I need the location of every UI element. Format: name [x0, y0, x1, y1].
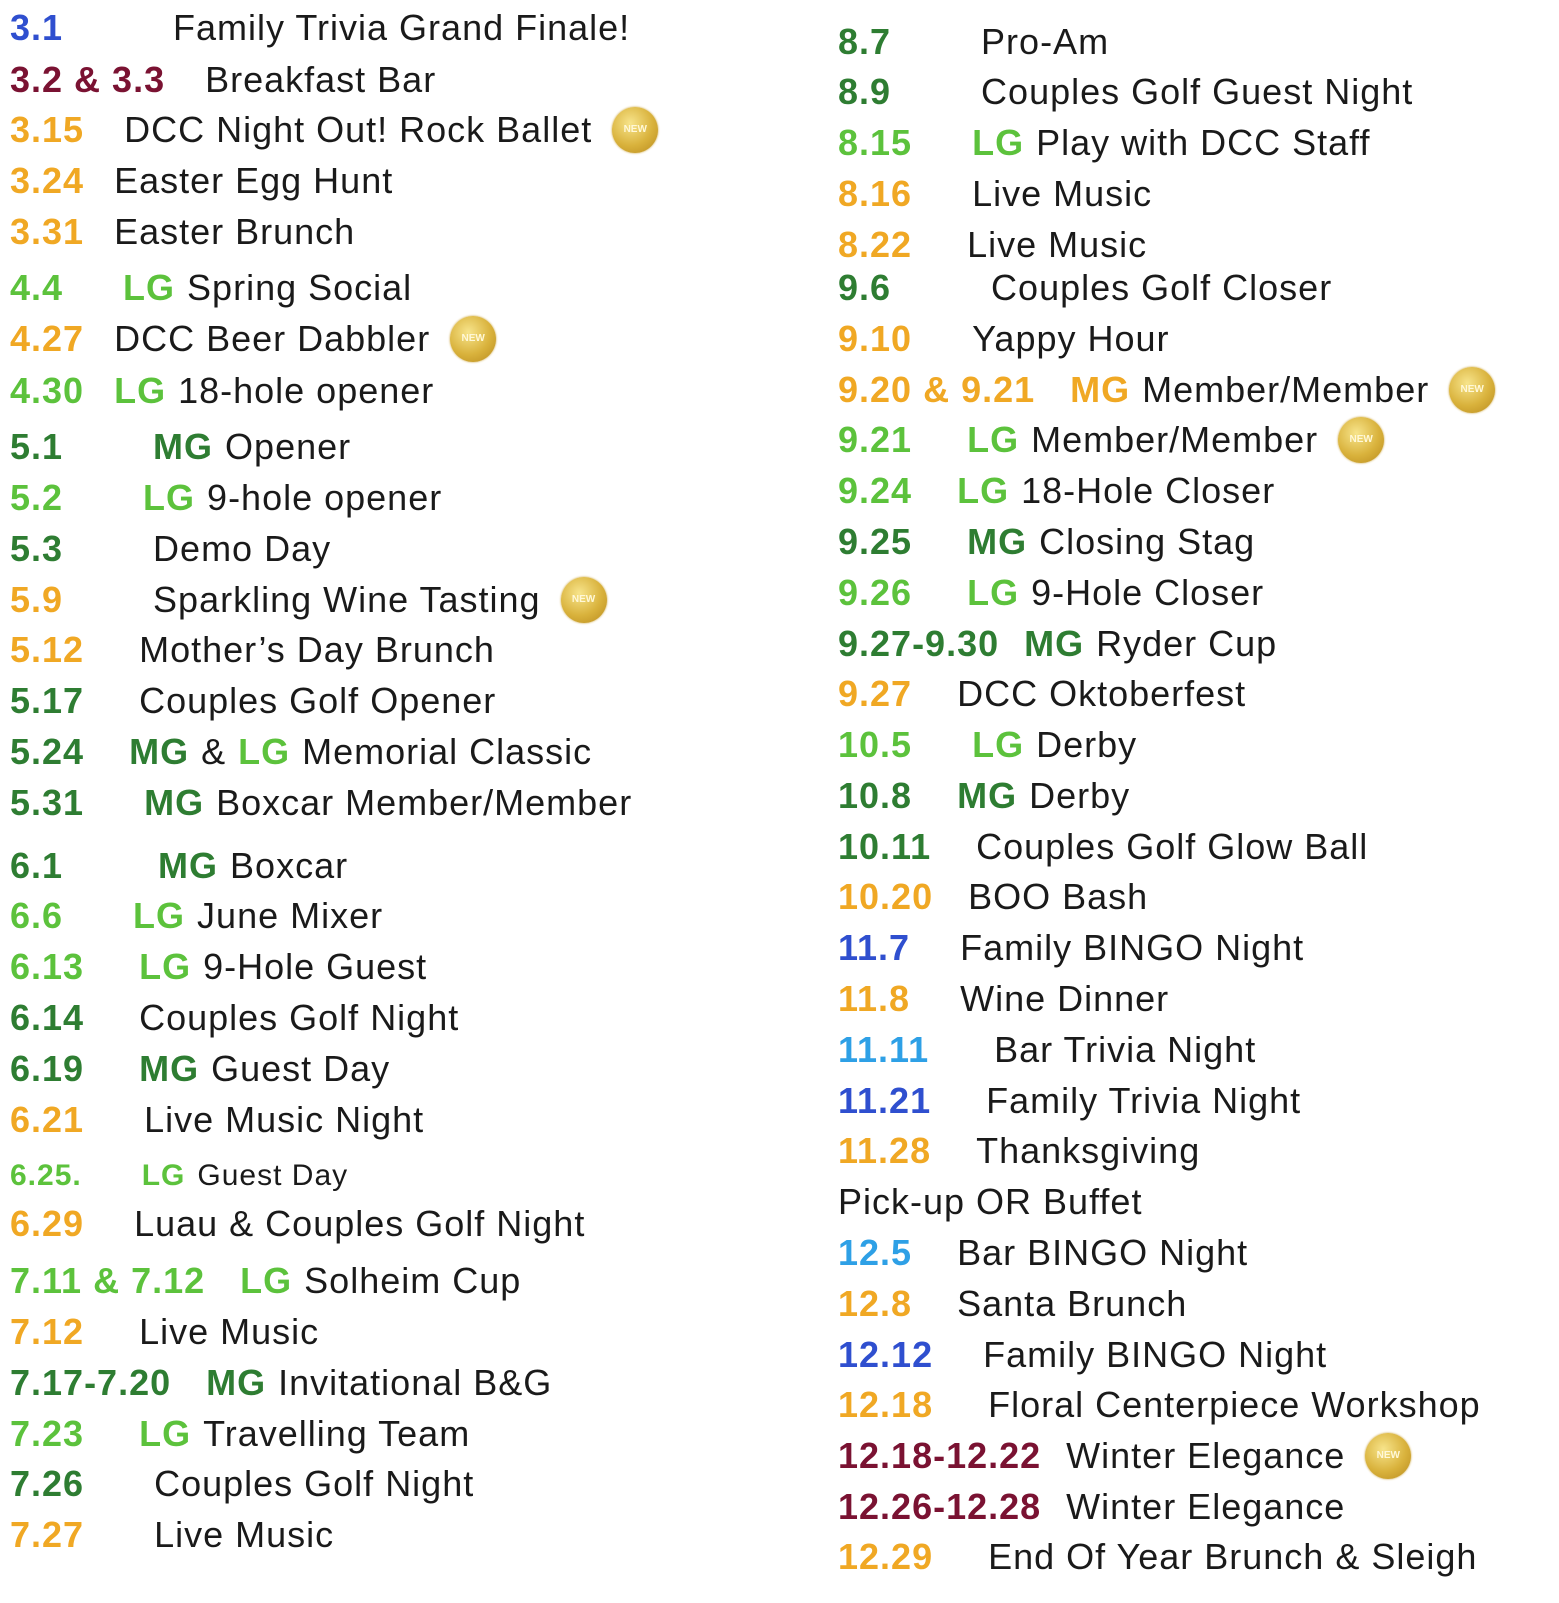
event-row	[838, 516, 1255, 568]
event-label: Couples Golf Glow Ball	[976, 826, 1369, 867]
league-tag: MG	[129, 731, 190, 772]
event-row	[10, 1357, 552, 1409]
event-date: 12.29	[838, 1536, 934, 1577]
event-row	[10, 675, 496, 727]
event-date: 10.11	[838, 826, 932, 867]
event-row	[838, 262, 1332, 314]
event-date: 10.5	[838, 724, 913, 765]
event-date: 7.11 & 7.12	[10, 1260, 206, 1301]
event-date: 6.21	[10, 1099, 85, 1140]
event-row	[838, 117, 1371, 169]
event-label: Solheim Cup	[304, 1260, 522, 1301]
league-tag: MG	[957, 775, 1018, 816]
event-row	[10, 365, 434, 417]
event-label: End Of Year Brunch & Sleigh	[988, 1536, 1478, 1577]
event-date: 5.17	[10, 680, 85, 721]
event-label: 18-Hole Closer	[1021, 470, 1276, 511]
league-tag: LG	[957, 470, 1010, 511]
event-date: 5.31	[10, 782, 85, 823]
ampersand: &	[201, 731, 227, 772]
event-date: 9.10	[838, 318, 913, 359]
event-label: Pro-Am	[981, 21, 1110, 62]
league-tag: MG	[1070, 369, 1131, 410]
event-date: 3.24	[10, 160, 85, 201]
event-label: Santa Brunch	[957, 1283, 1188, 1324]
new-badge-icon: NEW	[1449, 367, 1495, 413]
event-date: 3.31	[10, 211, 85, 252]
event-row	[838, 719, 1137, 771]
event-label: Derby	[1036, 724, 1138, 765]
event-row	[838, 168, 1152, 220]
event-label: Winter Elegance	[1066, 1486, 1346, 1527]
event-row	[838, 668, 1246, 720]
event-label: Luau & Couples Golf Night	[134, 1203, 586, 1244]
event-label: Live Music	[972, 173, 1153, 214]
event-date: 8.9	[838, 71, 892, 112]
event-date: 6.6	[10, 895, 64, 936]
event-date: 5.24	[10, 731, 85, 772]
event-row	[10, 726, 592, 778]
event-label: Sparkling Wine Tasting	[153, 579, 541, 620]
league-tag: MG	[139, 1048, 200, 1089]
event-label: Live Music	[154, 1514, 335, 1555]
new-badge-icon: NEW	[1338, 417, 1384, 463]
event-date: 9.20 & 9.21	[838, 369, 1036, 410]
league-tag: LG	[967, 419, 1020, 460]
event-label: Live Music Night	[144, 1099, 425, 1140]
event-label: Thanksgiving	[976, 1130, 1201, 1171]
event-date: 3.1	[10, 7, 64, 48]
event-row	[838, 1227, 1248, 1279]
new-badge-icon: NEW	[561, 577, 607, 623]
event-row	[10, 1408, 470, 1460]
event-date: 4.4	[10, 267, 64, 308]
event-label: Bar Trivia Night	[994, 1029, 1257, 1070]
event-row	[10, 313, 496, 365]
event-row	[10, 941, 427, 993]
event-row	[10, 523, 331, 575]
event-label: DCC Night Out! Rock Ballet	[124, 109, 593, 150]
event-date: 7.27	[10, 1514, 85, 1555]
event-label: Couples Golf Closer	[991, 267, 1333, 308]
event-label: 9-Hole Closer	[1031, 572, 1265, 613]
event-label: Breakfast Bar	[205, 59, 437, 100]
event-label: Ryder Cup	[1096, 623, 1278, 664]
event-row	[10, 54, 436, 106]
event-row	[10, 1198, 585, 1250]
event-row	[838, 66, 1413, 118]
event-label: 9-hole opener	[207, 477, 443, 518]
event-row	[10, 574, 607, 626]
event-row	[10, 1043, 390, 1095]
event-label: Wine Dinner	[960, 978, 1170, 1019]
event-row	[10, 624, 495, 676]
event-date: 6.13	[10, 946, 85, 987]
event-row	[838, 973, 1169, 1025]
event-date: 9.6	[838, 267, 892, 308]
event-date: 12.18	[838, 1384, 934, 1425]
event-row	[838, 313, 1170, 365]
event-label: Winter Elegance	[1066, 1435, 1346, 1476]
league-tag: LG	[123, 267, 176, 308]
event-label: Pick-up OR Buffet	[838, 1181, 1143, 1222]
event-date: 12.5	[838, 1232, 913, 1273]
event-row	[10, 1458, 474, 1510]
event-date: 7.26	[10, 1463, 85, 1504]
event-date: 5.9	[10, 579, 64, 620]
event-date: 4.30	[10, 370, 85, 411]
event-row	[838, 922, 1304, 974]
event-label: Boxcar	[230, 845, 349, 886]
league-tag: LG	[114, 370, 167, 411]
event-row	[10, 1150, 348, 1202]
event-row	[838, 1379, 1481, 1431]
event-date: 9.27	[838, 673, 913, 714]
event-label: Member/Member	[1142, 369, 1430, 410]
event-date: 12.18-12.22	[838, 1435, 1042, 1476]
event-date: 8.22	[838, 224, 913, 265]
event-date: 12.26-12.28	[838, 1486, 1042, 1527]
event-date: 6.29	[10, 1203, 85, 1244]
event-label: Invitational B&G	[278, 1362, 553, 1403]
event-date: 11.28	[838, 1130, 932, 1171]
event-label: Couples Golf Guest Night	[981, 71, 1414, 112]
event-label: 18-hole opener	[178, 370, 435, 411]
event-label: Family Trivia Night	[986, 1080, 1302, 1121]
event-date: 6.19	[10, 1048, 85, 1089]
event-row	[10, 777, 632, 829]
new-badge-icon: NEW	[450, 316, 496, 362]
event-date: 7.17-7.20	[10, 1362, 172, 1403]
event-date: 5.3	[10, 528, 64, 569]
event-date: 8.7	[838, 21, 892, 62]
event-label: Couples Golf Opener	[139, 680, 497, 721]
event-date: 9.21	[838, 419, 913, 460]
event-date: 5.2	[10, 477, 64, 518]
league-tag: MG	[967, 521, 1028, 562]
event-date: 7.23	[10, 1413, 85, 1454]
event-row	[838, 1430, 1411, 1482]
league-tag: LG	[141, 1159, 186, 1192]
event-label: Family Trivia Grand Finale!	[173, 7, 631, 48]
event-row	[838, 414, 1384, 466]
event-label: Guest Day	[211, 1048, 391, 1089]
event-date: 6.14	[10, 997, 85, 1038]
event-label: Demo Day	[153, 528, 332, 569]
league-tag: MG	[153, 426, 214, 467]
event-label: Boxcar Member/Member	[216, 782, 633, 823]
event-label: 9-Hole Guest	[203, 946, 428, 987]
league-tag: LG	[143, 477, 196, 518]
event-row	[838, 465, 1275, 517]
event-row	[10, 1306, 319, 1358]
event-row	[10, 472, 442, 524]
event-label: Easter Egg Hunt	[114, 160, 394, 201]
event-row	[838, 567, 1264, 619]
event-label: Closing Stag	[1039, 521, 1256, 562]
league-tag: LG	[139, 1413, 192, 1454]
event-row	[838, 1176, 1142, 1228]
event-row	[10, 1094, 424, 1146]
event-label: DCC Oktoberfest	[957, 673, 1247, 714]
event-label: Family BINGO Night	[960, 927, 1305, 968]
event-date: 10.20	[838, 876, 934, 917]
event-row	[838, 1329, 1327, 1381]
league-tag: MG	[158, 845, 219, 886]
event-label: Spring Social	[187, 267, 413, 308]
event-row	[10, 2, 630, 54]
event-label: Play with DCC Staff	[1036, 122, 1371, 163]
new-badge-icon: NEW	[612, 107, 658, 153]
event-date: 8.15	[838, 122, 913, 163]
event-row	[838, 821, 1368, 873]
event-row	[838, 618, 1277, 670]
event-row	[10, 262, 412, 314]
event-date: 3.15	[10, 109, 85, 150]
event-date: 8.16	[838, 173, 913, 214]
league-tag: LG	[240, 1260, 293, 1301]
event-date: 12.8	[838, 1283, 913, 1324]
event-date: 11.11	[838, 1029, 930, 1070]
event-label: Yappy Hour	[972, 318, 1170, 359]
event-date: 5.12	[10, 629, 85, 670]
league-tag: LG	[972, 122, 1025, 163]
league-tag: MG	[144, 782, 205, 823]
event-date: 9.27-9.30	[838, 623, 1000, 664]
event-row	[838, 1075, 1301, 1127]
league-tag: LG	[238, 731, 291, 772]
event-row	[838, 1531, 1477, 1583]
event-label: Member/Member	[1031, 419, 1319, 460]
event-label: Memorial Classic	[302, 731, 593, 772]
event-date: 5.1	[10, 426, 64, 467]
league-tag: LG	[972, 724, 1025, 765]
event-date: 11.21	[838, 1080, 932, 1121]
event-label: Live Music	[967, 224, 1148, 265]
event-row	[10, 155, 393, 207]
league-tag: MG	[206, 1362, 267, 1403]
event-row	[10, 421, 351, 473]
event-date: 11.7	[838, 927, 911, 968]
event-label: Opener	[225, 426, 352, 467]
event-row	[838, 1024, 1256, 1076]
event-row	[838, 1125, 1200, 1177]
event-label: BOO Bash	[968, 876, 1149, 917]
event-date: 9.24	[838, 470, 913, 511]
event-row	[838, 1481, 1345, 1533]
event-label: Easter Brunch	[114, 211, 356, 252]
league-tag: LG	[133, 895, 186, 936]
event-label: Guest Day	[197, 1159, 349, 1192]
event-row	[10, 206, 355, 258]
event-row	[838, 871, 1148, 923]
new-badge-icon: NEW	[1365, 1433, 1411, 1479]
event-label: Floral Centerpiece Workshop	[988, 1384, 1481, 1425]
event-date: 6.1	[10, 845, 64, 886]
event-row	[10, 1255, 521, 1307]
event-label: Couples Golf Night	[139, 997, 460, 1038]
event-label: Couples Golf Night	[154, 1463, 475, 1504]
event-label: Derby	[1029, 775, 1131, 816]
event-label: Bar BINGO Night	[957, 1232, 1249, 1273]
event-row	[838, 770, 1130, 822]
event-label: Mother’s Day Brunch	[139, 629, 495, 670]
event-date: 3.2 & 3.3	[10, 59, 166, 100]
event-date: 7.12	[10, 1311, 85, 1352]
league-tag: LG	[139, 946, 192, 987]
event-row	[838, 1278, 1187, 1330]
event-date: 6.25.	[10, 1159, 82, 1192]
event-row	[838, 16, 1109, 68]
event-label: Travelling Team	[203, 1413, 471, 1454]
event-date: 4.27	[10, 318, 85, 359]
event-date: 12.12	[838, 1334, 934, 1375]
event-label: Live Music	[139, 1311, 320, 1352]
event-date: 10.8	[838, 775, 913, 816]
event-row	[10, 1509, 334, 1561]
event-label: Family BINGO Night	[983, 1334, 1328, 1375]
event-row	[10, 840, 348, 892]
event-label: DCC Beer Dabbler	[114, 318, 431, 359]
event-label: June Mixer	[197, 895, 384, 936]
event-row	[838, 364, 1495, 416]
event-date: 9.26	[838, 572, 913, 613]
event-row	[10, 992, 459, 1044]
event-date: 9.25	[838, 521, 913, 562]
league-tag: LG	[967, 572, 1020, 613]
event-row	[10, 890, 383, 942]
league-tag: MG	[1024, 623, 1085, 664]
event-row	[10, 104, 658, 156]
event-date: 11.8	[838, 978, 911, 1019]
